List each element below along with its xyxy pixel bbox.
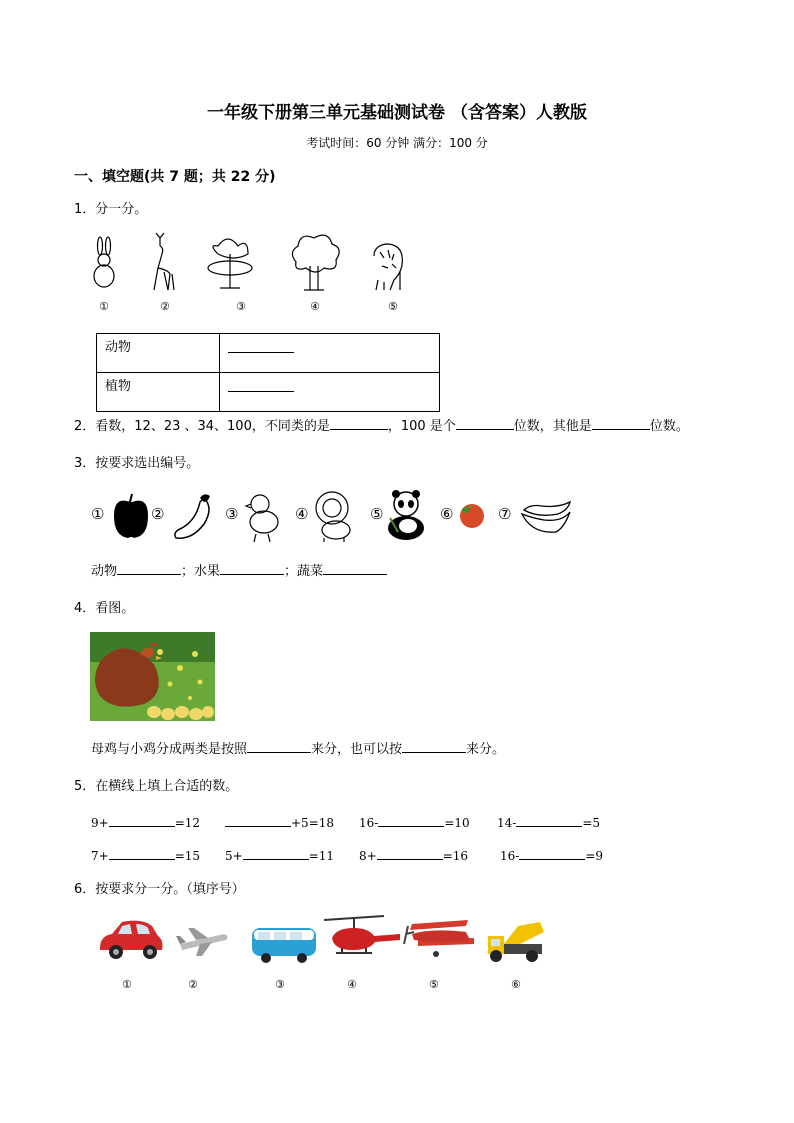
rabbit-icon [94, 237, 114, 287]
question-6: 6．按要求分一分。（填序号） [74, 882, 245, 897]
q4-blank-2[interactable] [402, 738, 466, 753]
question-3: 3．按要求选出编号。 [74, 456, 200, 471]
q1-pictures [88, 232, 428, 294]
row-plant-label: 植物 [97, 373, 220, 412]
q6-label-2: ② [188, 978, 198, 991]
q6-label-4: ④ [347, 978, 357, 991]
q4-answer: 母鸡与小鸡分成两类是按照 来分，也可以按 来分。 [91, 738, 505, 757]
eq-7: 8+ =16 [359, 845, 468, 863]
eq-3-blank[interactable] [378, 812, 444, 827]
apple-icon [114, 494, 148, 538]
question-2: 2．看数，12、23 、34、100，不同类的是 ，100 是个 位数，其他是 位数。 [74, 415, 689, 434]
hen-chicks-photo [90, 632, 215, 721]
question-1: 1．分一分。 [74, 202, 148, 217]
label-1: ① [99, 300, 109, 313]
num-3: ③ [225, 505, 239, 523]
q6-pictures [96, 914, 556, 970]
eq-8-blank[interactable] [519, 845, 585, 860]
helicopter-icon [324, 916, 400, 954]
cement-truck-icon [488, 922, 544, 962]
q6-label-6: ⑥ [511, 978, 521, 991]
q2-blank-2[interactable] [456, 415, 514, 430]
num-2: ② [151, 505, 165, 523]
question-5: 5．在横线上填上合适的数。 [74, 779, 239, 794]
eq-5: 7+ =15 [91, 845, 200, 863]
bus-icon [252, 928, 316, 963]
question-4: 4．看图。 [74, 601, 135, 616]
num-5: ⑤ [370, 505, 384, 523]
eq-2: +5=18 [225, 812, 334, 830]
q2-blank-3[interactable] [592, 415, 650, 430]
page-title: 一年级下册第三单元基础测试卷 （含答案）人教版 [207, 103, 587, 123]
q3-blank-animal[interactable] [117, 560, 181, 575]
exam-info: 考试时间：60 分钟 满分：100 分 [306, 136, 488, 150]
eq-3: 16- =10 [359, 812, 470, 830]
num-6: ⑥ [440, 505, 454, 523]
eq-7-blank[interactable] [377, 845, 443, 860]
eggplant-icon [175, 494, 210, 538]
eq-5-blank[interactable] [109, 845, 175, 860]
eq-1: 9+ =12 [91, 812, 200, 830]
q3-answers: 动物 ；水果 ；蔬菜 [91, 560, 387, 579]
eq-1-blank[interactable] [109, 812, 175, 827]
tree-icon [292, 235, 339, 290]
eq-2-blank[interactable] [225, 812, 291, 827]
label-4: ④ [310, 300, 320, 313]
num-4: ④ [295, 505, 309, 523]
row-animal-answer[interactable] [220, 334, 440, 373]
chick-icon [246, 495, 278, 542]
num-7: ⑦ [498, 505, 512, 523]
q2-blank-1[interactable] [330, 415, 388, 430]
section-heading: 一、填空题(共 7 题；共 22 分) [74, 169, 276, 185]
biplane-icon [404, 920, 474, 957]
eq-4-blank[interactable] [516, 812, 582, 827]
lion-icon [316, 492, 350, 542]
banana-icon [522, 502, 570, 532]
eq-6-blank[interactable] [243, 845, 309, 860]
q6-label-5: ⑤ [429, 978, 439, 991]
airplane-icon [176, 928, 228, 956]
q6-label-1: ① [122, 978, 132, 991]
deer-icon [154, 233, 174, 290]
q4-blank-1[interactable] [247, 738, 311, 753]
lotus-plant-icon [208, 239, 252, 288]
eq-4: 14- =5 [497, 812, 600, 830]
eq-6: 5+ =11 [225, 845, 334, 863]
row-animal-label: 动物 [97, 334, 220, 373]
apple-color-icon [460, 504, 484, 528]
car-icon [100, 921, 163, 959]
row-plant-answer[interactable] [220, 373, 440, 412]
eq-8: 16- =9 [500, 845, 603, 863]
classify-table [96, 333, 440, 412]
label-2: ② [160, 300, 170, 313]
q3-pictures [110, 488, 580, 544]
label-5: ⑤ [388, 300, 398, 313]
panda-icon [388, 490, 424, 540]
q3-blank-fruit[interactable] [220, 560, 284, 575]
num-1: ① [91, 505, 105, 523]
q3-blank-vegetable[interactable] [323, 560, 387, 575]
tiger-icon [374, 244, 402, 290]
label-3: ③ [236, 300, 246, 313]
q6-label-3: ③ [275, 978, 285, 991]
